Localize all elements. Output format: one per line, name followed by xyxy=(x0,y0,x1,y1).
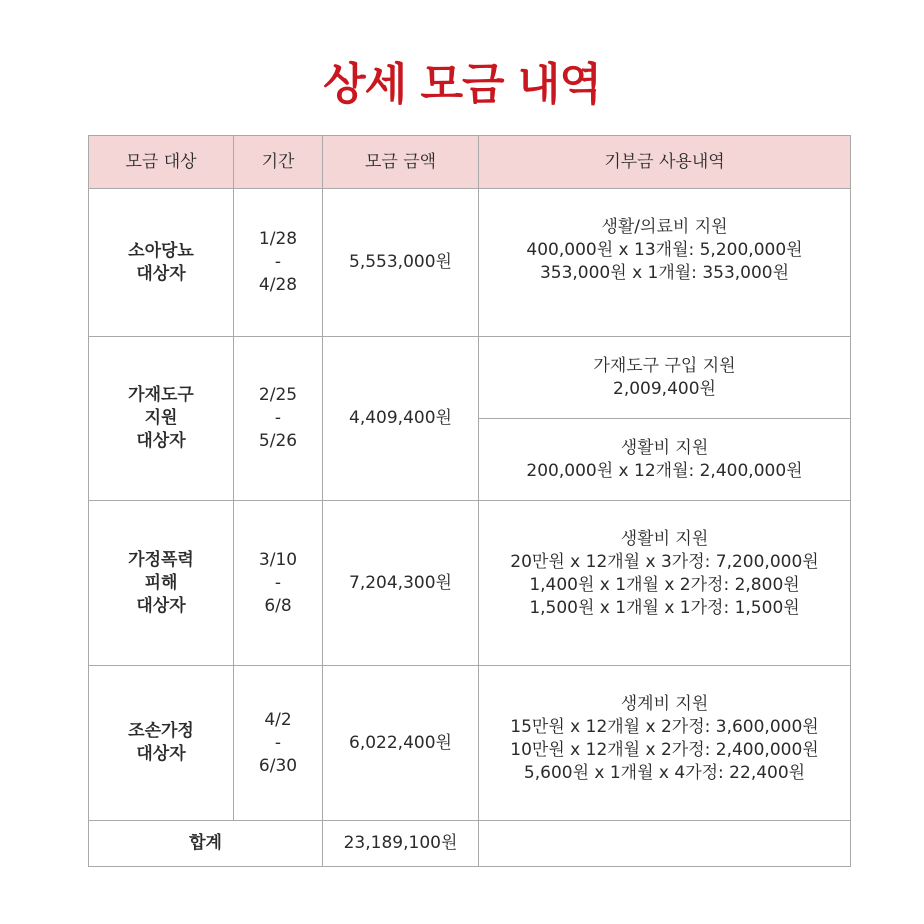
row-period: 3/10 - 6/8 xyxy=(234,501,323,666)
header-target: 모금 대상 xyxy=(89,136,234,189)
header-amount: 모금 금액 xyxy=(323,136,479,189)
row-amount: 7,204,300원 xyxy=(323,501,479,666)
table-row xyxy=(89,337,851,419)
row-period: 4/2 - 6/30 xyxy=(234,666,323,821)
row-target: 소아당뇨 대상자 xyxy=(89,189,234,337)
row-target: 조손가정 대상자 xyxy=(89,666,234,821)
row-usage: 생계비 지원 15만원 x 12개월 x 2가정: 3,600,000원 10만원 x 12개월 x 2가정: 2,400,000원 5,600원 x 1개월 x 4가정: 22,400원 xyxy=(479,666,851,821)
row-amount: 4,409,400원 xyxy=(323,337,479,501)
table-header-row xyxy=(89,136,851,189)
total-label: 합계 xyxy=(89,821,323,867)
total-row xyxy=(89,821,851,867)
donation-breakdown-table xyxy=(88,135,851,867)
table-row xyxy=(89,501,851,666)
table-row xyxy=(89,189,851,337)
total-usage-empty xyxy=(479,821,851,867)
row-usage: 생활비 지원 20만원 x 12개월 x 3가정: 7,200,000원 1,400원 x 1개월 x 2가정: 2,800원 1,500원 x 1개월 x 1가정: 1,500원 xyxy=(479,501,851,666)
row-target: 가정폭력 피해 대상자 xyxy=(89,501,234,666)
row-target: 가재도구 지원 대상자 xyxy=(89,337,234,501)
total-amount: 23,189,100원 xyxy=(323,821,479,867)
row-period: 1/28 - 4/28 xyxy=(234,189,323,337)
row-usage: 생활비 지원 200,000원 x 12개월: 2,400,000원 xyxy=(479,419,851,501)
row-usage: 가재도구 구입 지원 2,009,400원 xyxy=(479,337,851,419)
row-period: 2/25 - 5/26 xyxy=(234,337,323,501)
row-amount: 6,022,400원 xyxy=(323,666,479,821)
header-period: 기간 xyxy=(234,136,323,189)
header-usage: 기부금 사용내역 xyxy=(479,136,851,189)
table-row xyxy=(89,666,851,821)
row-usage: 생활/의료비 지원 400,000원 x 13개월: 5,200,000원 353,000원 x 1개월: 353,000원 xyxy=(479,189,851,337)
row-amount: 5,553,000원 xyxy=(323,189,479,337)
page-title: 상세 모금 내역 xyxy=(323,59,601,110)
